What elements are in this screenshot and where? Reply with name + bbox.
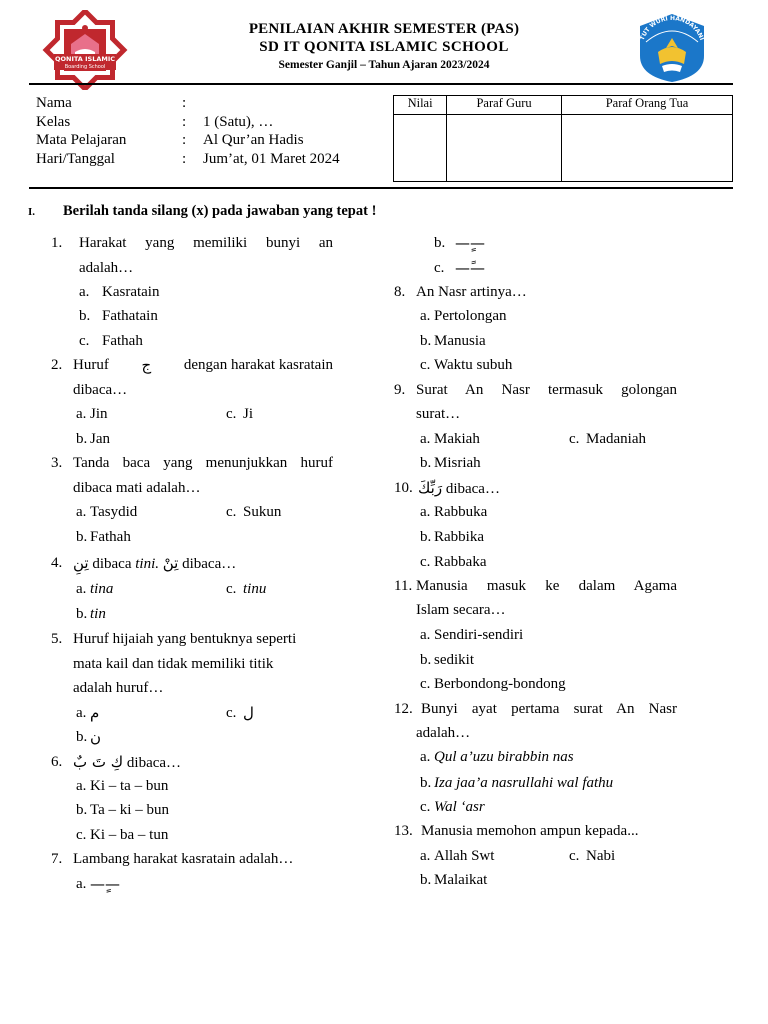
q9-text-2: surat… [416, 406, 461, 422]
school-name: SD IT QONITA ISLAMIC SCHOOL [259, 39, 509, 55]
q6-text: كِ تَ بٌ dibaca… [73, 753, 182, 771]
q7-option-a-label: a. [76, 876, 87, 892]
q3-option-b[interactable]: Fathah [90, 529, 131, 545]
q1-option-c-label: c. [79, 333, 90, 349]
q2-text-2: dibaca… [73, 382, 128, 398]
q10-arabic: رَبِّكَ [418, 479, 443, 497]
q2-option-b[interactable]: Jan [90, 431, 110, 447]
q2-arabic-letter: ج [141, 356, 152, 374]
q12-number: 12. [394, 701, 413, 717]
q10-option-a-label: a. [420, 504, 431, 520]
q6-number: 6. [51, 754, 63, 770]
q6-option-c-label: c. [76, 827, 87, 843]
q12-option-c[interactable]: Wal ‘asr [434, 799, 485, 815]
q2-option-a-label: a. [76, 406, 87, 422]
q10-option-c-label: c. [420, 554, 431, 570]
q5-option-a[interactable]: م [90, 704, 100, 722]
nilai-header: Nilai [394, 96, 447, 115]
q10-option-c[interactable]: Rabbaka [434, 554, 487, 570]
q5-option-b-label: b. [76, 729, 88, 745]
q13-option-a-label: a. [420, 848, 431, 864]
q13-option-c[interactable]: Nabi [586, 848, 616, 864]
q9-option-a[interactable]: Makiah [434, 431, 480, 447]
q7-number: 7. [51, 851, 63, 867]
q8-option-b-label: b. [420, 333, 432, 349]
q6-option-a-label: a. [76, 778, 87, 794]
q13-option-b-label: b. [420, 872, 432, 888]
logo-right-text: TUT WURI HANDAYANI [638, 14, 706, 42]
q8-number: 8. [394, 284, 406, 300]
q4-arabic-1: تِنِ [73, 554, 89, 572]
header-rule [29, 83, 733, 85]
q11-option-a[interactable]: Sendiri-sendiri [434, 627, 524, 643]
paraf-ortu-header: Paraf Orang Tua [562, 96, 733, 115]
q5-option-c[interactable]: ل [243, 704, 254, 722]
q12-option-a[interactable]: Qul a’uzu birabbin nas [434, 749, 574, 765]
q11-option-c[interactable]: Berbondong-bondong [434, 676, 566, 692]
section-instruction: Berilah tanda silang (x) pada jawaban yang tepat ! [63, 203, 377, 219]
q6-option-b[interactable]: Ta – ki – bun [90, 802, 169, 818]
q3-number: 3. [51, 455, 63, 471]
q10-option-a[interactable]: Rabbuka [434, 504, 488, 520]
q7-option-c[interactable]: ——ً [455, 259, 485, 277]
q1-option-a-label: a. [79, 284, 90, 300]
q9-option-c-label: c. [569, 431, 580, 447]
q1-text-2: adalah… [79, 260, 134, 276]
qonita-school-logo [40, 10, 130, 90]
q7-option-a[interactable]: ——ٍ [90, 875, 120, 893]
q6-arabic: كِ تَ بٌ [73, 753, 124, 771]
q12-option-b-label: b. [420, 775, 432, 791]
q9-option-b-label: b. [420, 455, 432, 471]
q10-option-b-label: b. [420, 529, 432, 545]
q12-text-2: adalah… [416, 725, 471, 741]
q5-option-c-label: c. [226, 705, 237, 721]
q1-option-b[interactable]: Fathatain [102, 308, 158, 324]
q5-number: 5. [51, 631, 63, 647]
q1-option-c[interactable]: Fathah [102, 333, 143, 349]
q2-option-c[interactable]: Ji [243, 406, 254, 422]
q5-text-2: mata kail dan tidak memiliki titik [73, 656, 274, 672]
q4-option-a[interactable]: tina [90, 581, 114, 597]
q8-option-a-label: a. [420, 308, 431, 324]
q11-option-c-label: c. [420, 676, 431, 692]
q9-option-b[interactable]: Misriah [434, 455, 481, 471]
q11-number: 11. [394, 578, 413, 594]
q11-option-b-label: b. [420, 652, 432, 668]
q8-option-a[interactable]: Pertolongan [434, 308, 507, 324]
q2-number: 2. [51, 357, 63, 373]
q10-option-b[interactable]: Rabbika [434, 529, 484, 545]
info-rule [29, 187, 733, 189]
semester-line: Semester Ganjil – Tahun Ajaran 2023/2024 [278, 59, 490, 71]
q5-option-a-label: a. [76, 705, 87, 721]
q3-text: Tanda baca yang menunjukkan huruf [73, 455, 333, 471]
q13-option-a[interactable]: Allah Swt [434, 848, 495, 864]
q3-option-a[interactable]: Tasydid [90, 504, 138, 520]
q6-option-b-label: b. [76, 802, 88, 818]
tut-wuri-handayani-logo [632, 12, 712, 84]
q7-option-c-label: c. [434, 260, 445, 276]
q2-option-a[interactable]: Jin [90, 406, 108, 422]
q8-option-c-label: c. [420, 357, 431, 373]
paraf-guru-header: Paraf Guru [447, 96, 562, 115]
q9-option-c[interactable]: Madaniah [586, 431, 646, 447]
q13-option-c-label: c. [569, 848, 580, 864]
q12-option-c-label: c. [420, 799, 431, 815]
paraf-ortu-cell[interactable] [562, 115, 733, 182]
q4-option-a-label: a. [76, 581, 87, 597]
q3-option-c[interactable]: Sukun [243, 504, 282, 520]
q13-text: Manusia memohon ampun kepada... [421, 823, 639, 839]
q2-text: Huruf ج dengan harakat kasratain [73, 353, 333, 378]
q8-text: An Nasr artinya… [416, 284, 527, 300]
q7-option-b-label: b. [434, 235, 446, 251]
q4-option-c-label: c. [226, 581, 237, 597]
q10-text: رَبِّكَ dibaca… [418, 479, 500, 497]
q12-option-b[interactable]: Iza jaa’a nasrullahi wal fathu [434, 775, 614, 791]
q4-arabic-2: تِنْ [162, 554, 179, 572]
q4-number: 4. [51, 555, 63, 571]
section-number: I. [28, 206, 36, 218]
nilai-cell[interactable] [394, 115, 447, 182]
q5-option-b[interactable]: ن [90, 728, 102, 746]
q4-option-c[interactable]: tinu [243, 581, 267, 597]
q11-option-a-label: a. [420, 627, 431, 643]
q3-option-a-label: a. [76, 504, 87, 520]
q5-text: Huruf hijaiah yang bentuknya seperti [73, 631, 297, 647]
q2-option-b-label: b. [76, 431, 88, 447]
q4-option-b[interactable]: tin [90, 606, 106, 622]
q1-option-b-label: b. [79, 308, 91, 324]
q9-number: 9. [394, 382, 406, 398]
q2-option-c-label: c. [226, 406, 237, 422]
signature-table [393, 95, 733, 182]
logo-left-text: QONITA ISLAMIC [54, 55, 116, 63]
q9-option-a-label: a. [420, 431, 431, 447]
exam-title: PENILAIAN AKHIR SEMESTER (PAS) [248, 21, 520, 37]
q3-text-2: dibaca mati adalah… [73, 480, 201, 496]
q6-option-a[interactable]: Ki – ta – bun [90, 778, 169, 794]
q9-text: Surat An Nasr termasuk golongan [416, 382, 677, 398]
q11-text-2: Islam secara… [416, 602, 506, 618]
q13-number: 13. [394, 823, 413, 839]
q5-text-3: adalah huruf… [73, 680, 164, 696]
q3-option-c-label: c. [226, 504, 237, 520]
q12-text: Bunyi ayat pertama surat An Nasr [421, 701, 677, 717]
q8-option-b[interactable]: Manusia [434, 333, 486, 349]
q1-number: 1. [51, 235, 63, 251]
q13-option-b[interactable]: Malaikat [434, 872, 488, 888]
q3-option-b-label: b. [76, 529, 88, 545]
q4-option-b-label: b. [76, 606, 88, 622]
q7-text: Lambang harakat kasratain adalah… [73, 851, 294, 867]
q1-option-a[interactable]: Kasratain [102, 284, 160, 300]
q10-number: 10. [394, 480, 413, 496]
q11-text: Manusia masuk ke dalam Agama [416, 578, 677, 594]
q7-option-b[interactable]: ——ٍ [455, 234, 485, 252]
q8-option-c[interactable]: Waktu subuh [434, 357, 513, 373]
q6-option-c[interactable]: Ki – ba – tun [90, 827, 169, 843]
paraf-guru-cell[interactable] [447, 115, 562, 182]
q4-text: تِنِ dibaca tini. تِنْ dibaca… [73, 554, 237, 572]
q11-option-b[interactable]: sedikit [434, 652, 474, 668]
q12-option-a-label: a. [420, 749, 431, 765]
logo-left-subtext: Boarding School [64, 64, 106, 70]
q1-text: Harakat yang memiliki bunyi an [79, 235, 333, 251]
